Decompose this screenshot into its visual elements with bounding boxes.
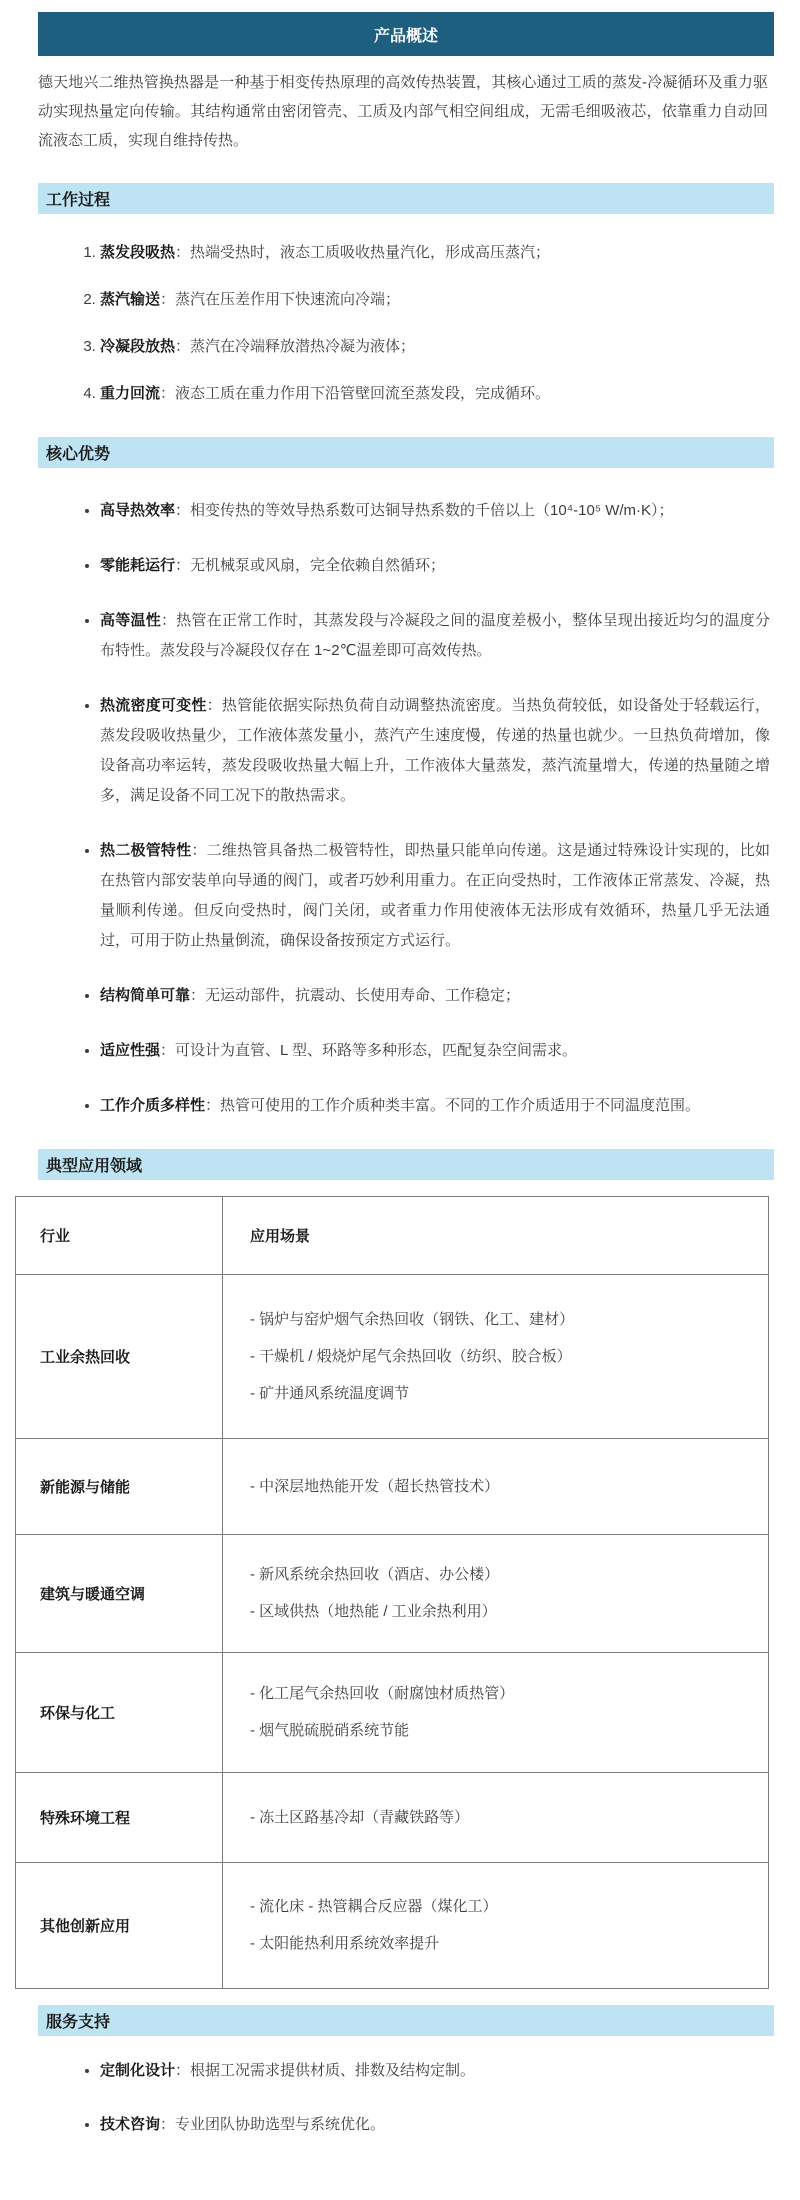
item-desc: ：热管可使用的工作介质种类丰富。不同的工作介质适用于不同温度范围。 <box>205 1097 701 1114</box>
list-item <box>100 496 770 526</box>
scenario-item: - 干燥机 / 煅烧炉尾气余热回收（纺织、胶合板） <box>250 1347 572 1365</box>
item-label: 热二极管特性 <box>100 842 192 859</box>
list-item <box>100 606 770 666</box>
list-item <box>100 551 770 581</box>
section-header-work-process <box>38 183 774 214</box>
work-process-list <box>38 238 768 409</box>
item-desc: ：相变传热的等效导热系数可达铜导热系数的千倍以上（10⁴-10⁵ W/m·K）； <box>175 502 674 519</box>
item-label: 高导热效率 <box>100 502 176 519</box>
scenario-item: - 矿井通风系统温度调节 <box>250 1384 410 1402</box>
item-desc: ：专业团队协助选型与系统优化。 <box>160 2116 386 2133</box>
item-label: 定制化设计 <box>100 2062 176 2079</box>
item-label: 技术咨询 <box>100 2116 161 2133</box>
item-desc: ：热管在正常工作时，其蒸发段与冷凝段之间的温度差极小，整体呈现出接近均匀的温度分布特性。蒸发段与冷凝段仅存在 1~2℃温差即可高效传热。 <box>100 612 770 659</box>
list-item <box>100 285 768 315</box>
list-item <box>100 691 770 811</box>
section-title: 典型应用领域 <box>46 1158 143 1175</box>
list-item <box>100 2056 770 2086</box>
core-advantages-list <box>38 496 770 1121</box>
scenario-item: - 冻土区路基冷却（青藏铁路等） <box>250 1808 470 1826</box>
scenarios-cell <box>223 1275 769 1439</box>
section-header-typical-applications <box>38 1149 774 1180</box>
list-item <box>100 836 770 956</box>
item-label: 工作介质多样性 <box>100 1097 206 1114</box>
scenario-item: - 烟气脱硫脱硝系统节能 <box>250 1722 410 1739</box>
table-row <box>16 1653 769 1773</box>
item-desc: ：可设计为直管、L 型、环路等多种形态，匹配复杂空间需求。 <box>160 1042 577 1059</box>
item-label: 适应性强 <box>100 1042 161 1059</box>
item-desc: ：根据工况需求提供材质、排数及结构定制。 <box>175 2062 476 2079</box>
industry-cell: 新能源与储能 <box>16 1439 223 1535</box>
table-row <box>16 1773 769 1863</box>
item-desc: ：二维热管具备热二极管特性，即热量只能单向传递。这是通过特殊设计实现的，比如在热管内部安装单向导通的阀门，或者巧妙利用重力。在正向受热时，工作液体正常蒸发、冷凝，热量顺利传递。但反向受热时，阀门关闭，或者重力作用使液体无法形成有效循环，热量几乎无法通过，可用于防止热量倒流，确保设备按预定方式运行。 <box>100 842 770 949</box>
scenario-item: - 流化床 - 热管耦合反应器（煤化工） <box>250 1898 498 1915</box>
section-header-service-support <box>38 2005 774 2036</box>
scenarios-cell <box>223 1863 769 1989</box>
item-desc: ：无机械泵或风扇，完全依赖自然循环； <box>175 557 446 574</box>
list-item <box>100 332 768 362</box>
table-row <box>16 1863 769 1989</box>
industry-cell: 特殊环境工程 <box>16 1773 223 1863</box>
scenarios-cell <box>223 1535 769 1653</box>
scenario-item: - 中深层地热能开发（超长热管技术） <box>250 1477 500 1495</box>
industry-cell: 建筑与暖通空调 <box>16 1535 223 1653</box>
scenarios-cell <box>223 1653 769 1773</box>
section-header-core-advantages <box>38 437 774 468</box>
service-support-list <box>38 2056 770 2140</box>
item-label: 冷凝段放热 <box>100 338 176 355</box>
list-item <box>100 238 768 268</box>
section-title: 工作过程 <box>46 192 111 209</box>
section-title: 产品概述 <box>373 27 438 45</box>
scenario-item: - 区域供热（地热能 / 工业余热利用） <box>250 1603 497 1620</box>
item-desc: ：蒸汽在冷端释放潜热冷凝为液体； <box>175 338 416 355</box>
item-label: 重力回流 <box>100 385 161 402</box>
list-item <box>100 981 770 1011</box>
table-header-scenarios: 应用场景 <box>223 1197 769 1275</box>
scenario-item: - 化工尾气余热回收（耐腐蚀材质热管） <box>250 1685 515 1702</box>
scenario-item: - 太阳能热利用系统效率提升 <box>250 1935 440 1952</box>
list-item <box>100 1091 770 1121</box>
list-item <box>100 379 768 409</box>
scenario-item: - 锅炉与窑炉烟气余热回收（钢铁、化工、建材） <box>250 1310 575 1328</box>
table-row <box>16 1535 769 1653</box>
scenario-item: - 新风系统余热回收（酒店、办公楼） <box>250 1566 500 1583</box>
section-title: 核心优势 <box>46 446 111 463</box>
list-item <box>100 2110 770 2140</box>
industry-cell: 工业余热回收 <box>16 1275 223 1439</box>
table-header-industry: 行业 <box>16 1197 223 1275</box>
item-label: 结构简单可靠 <box>100 987 191 1004</box>
item-desc: ：热端受热时，液态工质吸收热量汽化，形成高压蒸汽； <box>175 244 551 261</box>
overview-paragraph: 德天地兴二维热管换热器是一种基于相变传热原理的高效传热装置，其核心通过工质的蒸发-冷凝循环及重力驱动实现热量定向传输。其结构通常由密闭管壳、工质及内部气相空间组成，无需毛细吸液芯，依靠重力自动回流液态工质，实现自维持传热。 <box>38 74 768 149</box>
table-header-row <box>16 1197 769 1275</box>
item-label: 蒸汽输送 <box>100 291 161 308</box>
section-header-product-overview <box>38 12 774 56</box>
item-desc: ：蒸汽在压差作用下快速流向冷端； <box>160 291 401 308</box>
item-desc: ：无运动部件，抗震动、长使用寿命、工作稳定； <box>190 987 521 1004</box>
applications-table <box>15 1196 769 1989</box>
scenarios-cell <box>223 1439 769 1535</box>
industry-cell: 其他创新应用 <box>16 1863 223 1989</box>
item-label: 蒸发段吸热 <box>100 244 176 261</box>
item-desc: ：热管能依据实际热负荷自动调整热流密度。当热负荷较低，如设备处于轻载运行，蒸发段吸收热量少，工作液体蒸发量小，蒸汽产生速度慢，传递的热量也就少。一旦热负荷增加，像设备高功率运转，蒸发段吸收热量大幅上升，工作液体大量蒸发，蒸汽流量增大，传递的热量随之增多，满足设备不同工况下的散热需求。 <box>100 697 770 804</box>
section-title: 服务支持 <box>46 2014 111 2031</box>
industry-cell: 环保与化工 <box>16 1653 223 1773</box>
scenarios-cell <box>223 1773 769 1863</box>
item-desc: ：液态工质在重力作用下沿管壁回流至蒸发段，完成循环。 <box>160 385 551 402</box>
list-item <box>100 1036 770 1066</box>
item-label: 热流密度可变性 <box>100 697 207 714</box>
item-label: 零能耗运行 <box>100 557 176 574</box>
table-row <box>16 1275 769 1439</box>
table-row <box>16 1439 769 1535</box>
item-label: 高等温性 <box>100 612 161 629</box>
